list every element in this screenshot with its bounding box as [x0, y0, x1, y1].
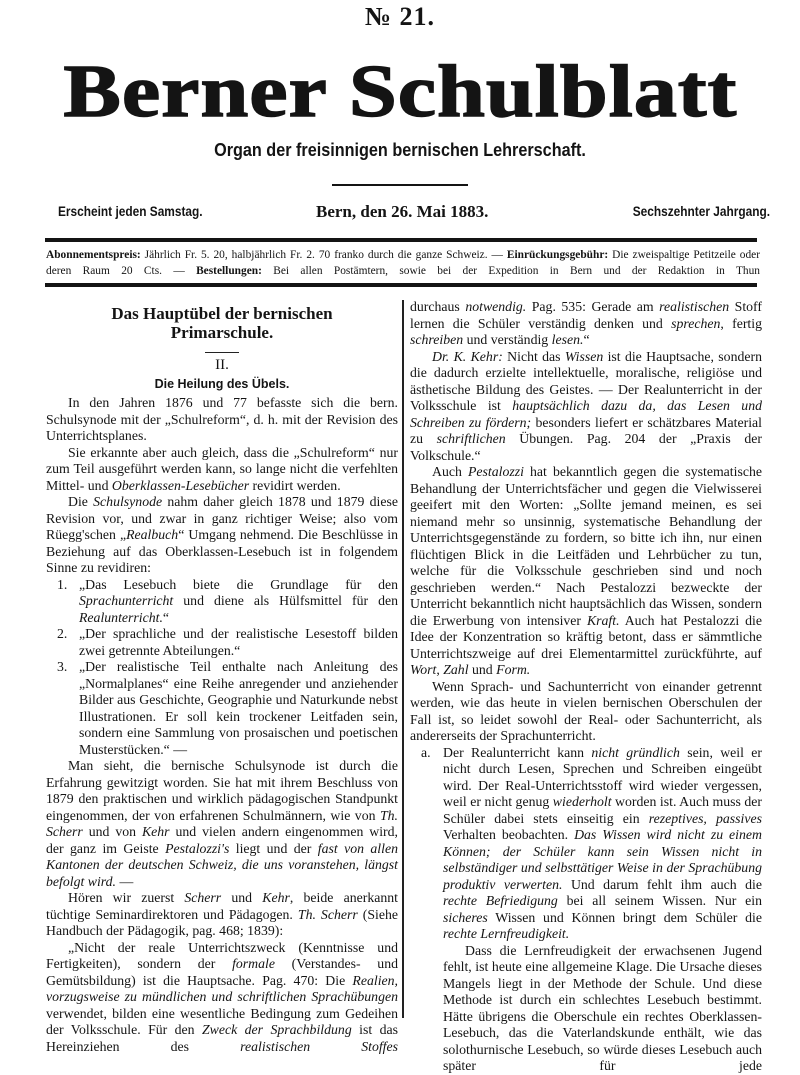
subscription-label: Abonnementspreis: — [46, 249, 141, 261]
emphasis-text: Das Wissen wird nicht zu einem Können; der Schüler kann sein Wissen nicht in selbständiger und selbsttätiger Weise in der Sprachübung produktiv verwerten. — [443, 827, 762, 892]
text-run: revidirt werden. — [249, 477, 341, 493]
text-run: „Das Lesebuch biete die Grundlage für den — [79, 576, 398, 592]
paragraph — [410, 464, 762, 679]
left-column — [46, 298, 398, 1055]
text-run: Stoff lernen die Schüler verständig denken und — [410, 299, 762, 331]
text-run: Übungen. Pag. 204 der „Praxis der Volkschule.“ — [410, 431, 762, 463]
emphasis-text: nicht gründlich — [591, 744, 680, 760]
text-run: Die — [68, 494, 94, 509]
text-run: Hören wir zuerst — [68, 890, 185, 905]
list-number: 1. — [57, 576, 68, 592]
divider — [205, 352, 239, 353]
text-run: „Der realistische Teil enthalte nach Anleitung des „Normalplanes“ eine Reihe anregender und anziehender Bilder aus Geschichte, Geographie und Naturkunde nebst Illustrationen. Er soll kein trockener Leitfaden sein, sondern eine Sammlung von prosaischen und poetischen Musterstücken.“ — — [79, 659, 398, 757]
paragraph — [46, 395, 398, 445]
emphasis-text: Kraft. — [586, 612, 620, 628]
text-run: Pag. 535: Gerade am — [526, 299, 660, 314]
text-run: “ — [583, 332, 590, 347]
list-item — [410, 943, 762, 1075]
text-run: bei all seinem Wissen. Nur ein — [557, 893, 762, 908]
list-item-text — [79, 626, 398, 659]
paragraph — [46, 890, 398, 940]
text-run: Man sieht, die bernische Schulsynode ist durch die Erfahrung gewitzigt worden. Sie hat mit ihrem Beschluss von 1879 den praktischen und wirklich pädagogischen Standpunkt eingenommen, der von erfahrenen Schulmännern, wie von — [46, 758, 398, 823]
text-run: Dass die Lernfreudigkeit der erwachsenen Jugend fehlt, ist heute eine allgemeine Klage. Die Ursache dieses Mangels liegt in der Methode der Schule. Und diese Methode ist durch ein schlechtes Lesebuch bestimmt. Hätte übrigens die Oberschule ein rechtes Oberklassen-Lesebuch, das die Vaterlandskunde enthält, wie das solothurnische Lesebuch, so würde dieses Lesebuch auch später für jede — [443, 942, 762, 1073]
article-subheading: Die Heilung des Übels. — [154, 376, 290, 391]
column-divider — [402, 300, 404, 1018]
text-run: (Verstandes- und Gemütsbildung) ist die Hauptsache. Pag. 470: Die — [46, 956, 398, 988]
text-run: durchaus — [410, 299, 466, 314]
volume-year: Sechszehnter Jahrgang. — [632, 204, 770, 219]
text-run: In den Jahren 1876 und 77 befasste sich die bern. Schulsynode mit der „Schulreform“, d. h. mit der Revision des Unterrichtsplanes. — [46, 395, 398, 443]
emphasis-text: hauptsächlich dazu da, das Lesen und Schreiben zu fördern; — [410, 398, 762, 430]
emphasis-text: Zahl — [443, 662, 469, 677]
emphasis-text: Schulsynode — [93, 494, 163, 509]
emphasis-text: lesen. — [551, 332, 584, 347]
info-row — [58, 202, 770, 224]
paragraph — [46, 445, 398, 495]
emphasis-text: rechte Befriedigung — [443, 893, 558, 908]
text-run: (Siehe Handbuch der Pädagogik, pag. 468; 1839): — [46, 906, 398, 938]
emphasis-text: Kehr — [262, 890, 290, 905]
list-number: 2. — [57, 626, 68, 641]
article-title-line: Primarschule. — [170, 323, 274, 342]
text-run: sein, weil er nicht durch Lesen, Sprechen und Schreiben eingeübt wird. Der Real-Unterrichtsstoff wird wieder vergessen, weil er nicht genug — [443, 744, 763, 809]
date-line: Bern, den 26. Mai 1883. — [316, 202, 489, 221]
article-title-line: Das Hauptübel der bernischen — [111, 304, 333, 323]
emphasis-text: fast von allen Kantonen der deutschen Schweiz, die uns voranstehen, längst befolgt wird. — [46, 840, 398, 889]
paragraph — [46, 494, 398, 577]
text-run: , beide anerkannt tüchtige Seminardirektoren und Pädagogen. — [46, 890, 398, 922]
emphasis-text: Wort — [410, 662, 437, 677]
text-run: nahm daher gleich 1878 und 1879 diese Revision vor, und zwar in ganz richtiger Weise; also vom Rüegg'schen „ — [46, 494, 398, 542]
text-run: hat bekanntlich gegen die systematische Behandlung der Unterrichtsfächer und gegen die Vielwisserei geeifert mit den Worten: „Sollte jemand meinen, es sei niemand mehr so unsinnig, systematische Behandlung der Unterrichtsgegenstände zu fordern, so bitte ich ihn, nur einen flüchtigen Blick in die Leitfäden und Lehrbücher zu tun, welche für die Volksschule geschrieben sind und noch geschrieben werden.“ Nach Pestalozzi bezweckte der Unterricht bekanntlich nicht hauptsächlich das Wissen, sondern die Erwerbung von intensiver — [410, 464, 762, 628]
emphasis-text: schreiben — [410, 332, 464, 347]
emphasis-text: Th. Scherr — [297, 906, 358, 922]
issue-number: № 21. — [364, 2, 436, 31]
emphasis-text: sprechen — [671, 315, 721, 331]
subscription-info — [46, 247, 760, 279]
emphasis-text: Scherr — [184, 890, 222, 905]
text-run: , — [436, 662, 444, 677]
text-run: und diene als Hülfsmittel für den — [173, 593, 398, 608]
emphasis-text: Realien, vorzugsweise zu mündlichen und schriftlichen Sprachübungen — [46, 972, 398, 1004]
emphasis-text: Kehr — [141, 824, 170, 839]
list-number: a. — [421, 744, 431, 760]
text-run: „Nicht der reale Unterrichtszweck (Kenntnisse und Fertigkeiten), sondern der — [46, 939, 398, 971]
text-run: Auch hat Pestalozzi die Idee der Konzentration so kräftig betont, dass er sämmtliche Unterrichtszweige auf drei Elementarmittel zurückführte, auf — [410, 612, 762, 661]
right-column — [410, 299, 762, 1075]
masthead — [0, 52, 800, 132]
advert-fee-label: Einrückungsgebühr: — [506, 249, 609, 261]
emphasis-text: Realunterricht. — [79, 609, 163, 625]
emphasis-text: Form. — [496, 662, 531, 677]
orders-label: Bestellungen: — [196, 265, 262, 277]
article-part: II. — [215, 357, 229, 373]
emphasis-text: Th. Scherr — [46, 807, 398, 839]
emphasis-text: Wissen — [564, 348, 604, 364]
article-title — [46, 304, 398, 342]
emphasis-text: sicheres — [443, 909, 488, 925]
list-item — [46, 577, 398, 627]
divider — [332, 184, 468, 186]
text-run: Verhalten beobachten. — [443, 827, 575, 842]
text-run: Wissen und Können bringt dem Schüler die — [487, 909, 762, 925]
text-run: liegt und der — [229, 840, 318, 856]
text-run: “ — [162, 609, 170, 625]
text-run: und — [221, 890, 263, 905]
text-run: „Der sprachliche und der realistische Lesestoff bilden zwei getrennte Abteilungen.“ — [79, 626, 398, 658]
text-run: und vielen andern eingenommen wird, der ganz im Geiste — [46, 824, 398, 856]
list-item-text — [443, 943, 762, 1075]
publication-frequency: Erscheint jeden Samstag. — [58, 204, 203, 219]
text-run: ist das Hereinziehen des — [46, 1022, 398, 1054]
text-run: besonders liefert er schätzbares Material zu — [410, 414, 763, 446]
text-run: und verständig — [463, 332, 552, 347]
paragraph — [410, 299, 762, 349]
text-run: Nicht das — [502, 348, 565, 364]
list-item — [410, 745, 762, 943]
list-item-text — [79, 577, 398, 627]
emphasis-text: Pestalozzi's — [165, 840, 230, 856]
text-run: verwendet, bilden eine wesentliche Bedingung zum Gedeihen der Volksschule. Für den — [46, 1005, 398, 1037]
emphasis-text: formale — [232, 956, 275, 971]
list-number: 3. — [57, 659, 68, 674]
text-run: ist die Hauptsache, sondern die dadurch erzielte intellektuelle, moralische, religiöse und ästhetische Bildung des Geistes. — Der Realunterricht in der Volksschule ist — [410, 348, 762, 413]
emphasis-text: Oberklassen-Lesebücher — [111, 477, 250, 493]
divider — [45, 283, 757, 287]
paragraph — [46, 940, 398, 1056]
orders-text: Bei allen Postämtern, sowie bei der Expedition in Bern und der Redaktion in Thun — [261, 265, 760, 277]
text-run: , fertig — [720, 315, 762, 331]
paragraph — [46, 758, 398, 890]
emphasis-text: Sprachunterricht — [79, 593, 174, 608]
list-item — [46, 659, 398, 758]
emphasis-text: wiederholt — [552, 794, 612, 809]
text-run: “ Umgang nehmend. Die Beschlüsse in Beziehung auf das Oberklassen-Lesebuch ist in folgendem Sinne zu revidiren: — [46, 527, 399, 575]
article-body — [46, 395, 398, 1055]
emphasis-text: Dr. K. Kehr: — [432, 348, 503, 364]
text-run: worden ist. Auch muss der Schüler dabei stets einseitig ein — [443, 794, 763, 826]
paragraph — [410, 349, 762, 465]
subscription-text: Jährlich Fr. 5. 20, halbjährlich Fr. 2. 70 franko durch die ganze Schweiz. — — [140, 249, 507, 261]
emphasis-text: realistischen — [659, 299, 730, 314]
emphasis-text: Realbuch — [126, 527, 179, 542]
emphasis-text: schriftlichen — [436, 431, 506, 446]
text-run: Wenn Sprach- und Sachunterricht von einander getrennt werden, wie das heute in vielen bernischen Oberschulen der Fall ist, so leidet sowohl der Real- oder Sachunterricht, als andererseits der Sprachunterricht. — [410, 678, 762, 743]
paragraph — [410, 679, 762, 745]
subtitle: Organ der freisinnigen bernischen Lehrerschaft. — [214, 140, 586, 160]
text-run: und von — [82, 824, 142, 839]
masthead-title: Berner Schulblatt — [63, 51, 737, 133]
text-run: Auch — [432, 464, 468, 479]
advert-fee-text: Die zweispaltige Petitzeile oder deren Raum 20 Cts. — — [46, 249, 760, 277]
text-run: — — [116, 873, 134, 889]
text-run: Der Realunterricht kann — [443, 744, 592, 760]
text-run: Sie erkannte aber auch gleich, dass die „Schulreform“ nur zum Teil ausgeführt werden kann, so lange nicht die verfehlten Mittel- und — [46, 444, 398, 493]
emphasis-text: Pestalozzi — [467, 464, 524, 479]
emphasis-text: realistischen Stoffes — [240, 1038, 398, 1054]
text-run: und — [468, 662, 497, 677]
article-body — [410, 299, 762, 1075]
emphasis-text: rezeptives, passives — [648, 810, 762, 826]
emphasis-text: rechte Lernfreudigkeit. — [443, 926, 570, 941]
divider — [45, 238, 757, 242]
emphasis-text: Zweck der Sprachbildung — [202, 1022, 352, 1037]
list-item — [46, 626, 398, 659]
emphasis-text: notwendig. — [465, 299, 527, 314]
list-item-text — [79, 659, 398, 758]
text-run: Und darum fehlt ihm auch die — [562, 876, 762, 892]
list-item-text — [443, 745, 762, 943]
